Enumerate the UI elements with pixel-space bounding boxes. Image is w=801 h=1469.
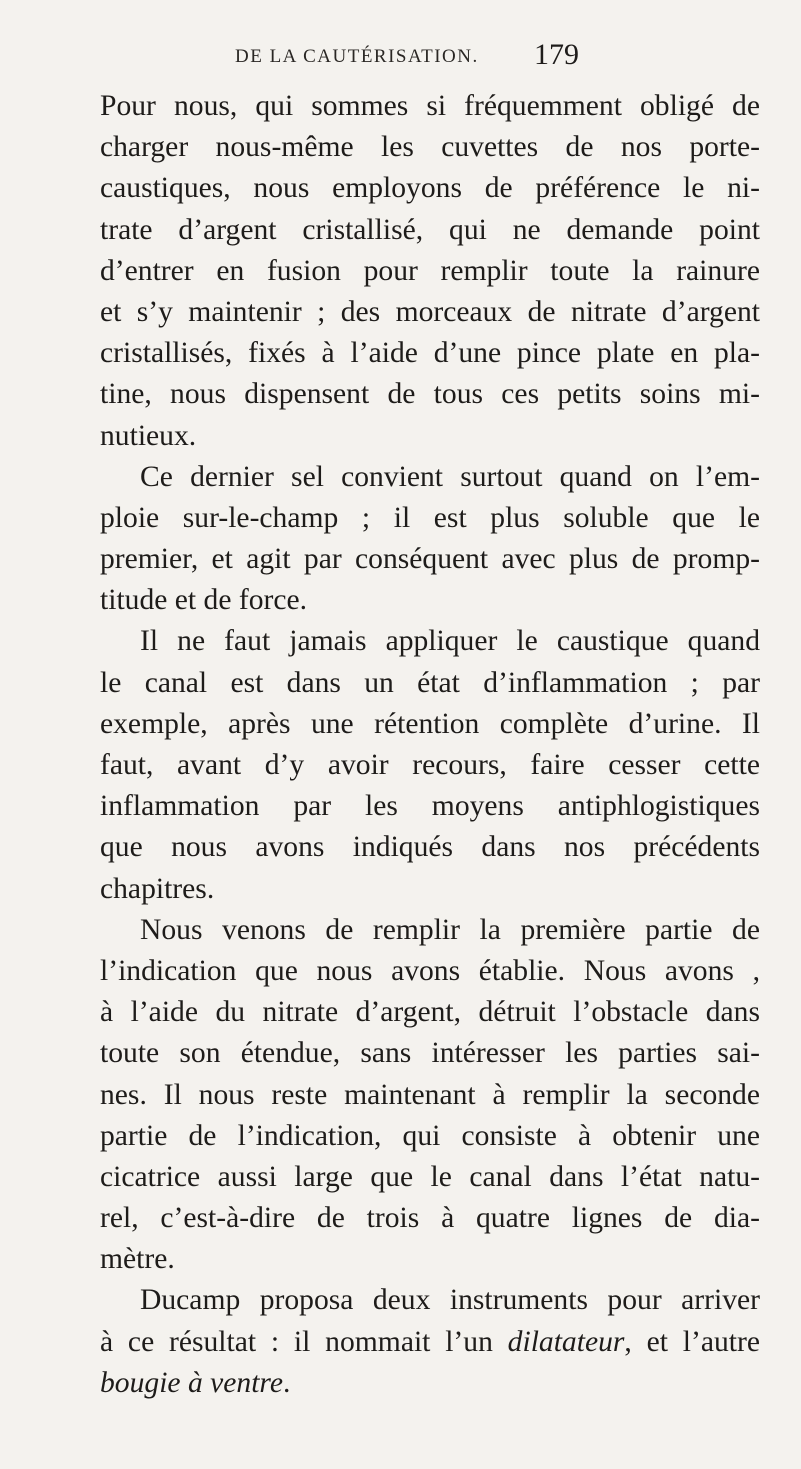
text-run: , et l’autre [624,1325,760,1358]
text-line: faut, avant d’y avoir recours, faire cesser cette [100,749,760,781]
running-title: DE LA CAUTÉRISATION. [235,46,479,67]
text-line: le canal est dans un état d’inflammation ; par [100,666,760,699]
text-run: à ce résultat : il nommait l’un [100,1325,508,1358]
text-line: trate d’argent cristallisé, qui ne demande point [100,213,760,246]
text-line: à l’aide du nitrate d’argent, détruit l’obstacle dans [100,996,760,1029]
text-run: . [282,1366,291,1399]
text-line: Ce dernier sel convient surtout quand on l’em- [140,460,760,493]
text-line [100,1363,760,1404]
italic-term-bougie: bougie à ventre [100,1366,283,1399]
book-page [100,38,760,1404]
text-line: cristallisés, fixés à l’aide d’une pince plate en pla- [100,337,760,370]
body-text [100,86,760,1404]
text-line: charger nous-même les cuvettes de nos porte- [100,131,760,164]
text-line: d’entrer en fusion pour remplir toute la rainure [100,254,760,287]
text-line: mètre. [100,1243,175,1276]
text-line: l’indication que nous avons établie. Nous avons , [100,954,760,987]
text-line: premier, et agit par conséquent avec plus de promp- [100,543,760,576]
text-line: nes. Il nous reste maintenant à remplir la seconde [100,1078,760,1111]
text-line: nutieux. [100,419,197,452]
text-line: Pour nous, qui sommes si fréquemment obligé de [100,90,760,122]
page-number: 179 [534,38,579,71]
text-line: titude et de force. [100,584,308,617]
text-line: que nous avons indiqués dans nos précédents [100,831,760,864]
text-line: Ducamp proposa deux instruments pour arriver [140,1284,760,1317]
text-line: et s’y maintenir ; des morceaux de nitrate d’argent [100,295,760,328]
text-line: cicatrice aussi large que le canal dans l’état natu- [100,1160,760,1193]
text-line [100,1322,760,1363]
text-line: tine, nous dispensent de tous ces petits soins mi- [100,378,760,411]
page-header [100,38,760,80]
text-line: rel, c’est-à-dire de trois à quatre lignes de dia- [100,1202,760,1235]
text-line: chapitres. [100,872,215,905]
italic-term-dilatateur: dilatateur [507,1325,625,1358]
text-line: inflammation par les moyens antiphlogistiques [100,790,760,823]
text-line: toute son étendue, sans intéresser les parties sai- [100,1037,760,1070]
text-line: ploie sur-le-champ ; il est plus soluble que le [100,501,760,534]
text-line: Il ne faut jamais appliquer le caustique quand [140,625,760,658]
text-line: exemple, après une rétention complète d’urine. Il [100,707,760,740]
text-line: Nous venons de remplir la première partie de [140,913,760,946]
text-line: partie de l’indication, qui consiste à obtenir une [100,1119,760,1152]
text-line: caustiques, nous employons de préférence le ni- [100,172,760,205]
